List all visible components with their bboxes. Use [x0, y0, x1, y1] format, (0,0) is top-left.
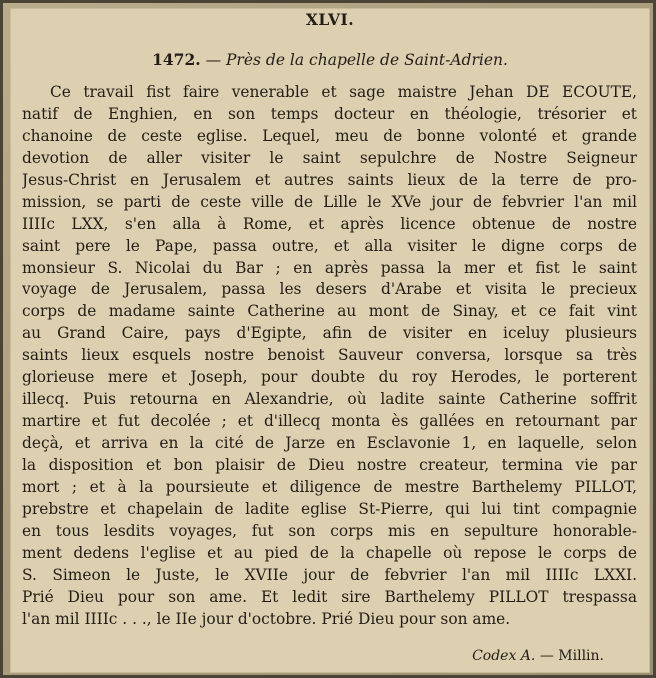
- heading-dash: —: [200, 51, 226, 69]
- text-line: ment dedens l'eglise et au pied de la chapelle où repose le corps de: [22, 543, 637, 562]
- heading-place: Près de la chapelle de Saint-Adrien.: [226, 51, 508, 69]
- text-line: IIIIc LXX, s'en alla à Rome, et après licence obtenue de nostre: [22, 214, 637, 233]
- text-line: glorieuse mere et Joseph, pour doubte du roy Herodes, le porterent: [22, 368, 637, 387]
- text-line: en tous lesdits voyages, fut son corps mis en sepulture honorable-: [22, 521, 637, 540]
- text-line: Ce travail fist faire venerable et sage maistre Jehan DE ECOUTE,: [50, 83, 637, 101]
- text-line: natif de Enghien, en son temps docteur en théologie, trésorier et: [22, 104, 637, 123]
- text-line: saints lieux esquels nostre benoist Sauveur conversa, lorsque sa très: [22, 346, 637, 365]
- text-line: l'an mil IIIIc . . ., le IIe jour d'octobre. Prié Dieu pour son ame.: [22, 609, 511, 628]
- text-line: devotion de aller visiter le saint sepulchre de Nostre Seigneur: [22, 148, 637, 167]
- entry-number: XLVI.: [305, 10, 355, 29]
- source-author: — Millin.: [535, 648, 604, 664]
- text-line: illecq. Puis retourna en Alexandrie, où ladite sainte Catherine soffrit: [22, 390, 637, 409]
- text-line: prebstre et chapelain de ladite eglise St-Pierre, qui lui tint compagnie: [22, 499, 637, 518]
- text-line: saint pere le Pape, passa outre, et alla visiter le digne corps de: [22, 236, 637, 255]
- text-line: monsieur S. Nicolai du Bar ; en après passa la mer et fist le saint: [22, 258, 637, 277]
- text-line: corps de madame sainte Catherine au mont de Sinay, et ce fait vint: [22, 302, 637, 321]
- text-line: deçà, et arriva en la cité de Jarze en Esclavonie 1, en laquelle, selon: [22, 434, 637, 452]
- heading-year: 1472.: [152, 50, 201, 69]
- text-line: Jesus-Christ en Jerusalem et autres saints lieux de la terre de pro-: [22, 170, 637, 189]
- text-line: Prié Dieu pour son ame. Et ledit sire Barthelemy PILLOT trespassa: [22, 587, 637, 606]
- text-line: S. Simeon le Juste, le XVIIe jour de febvrier l'an mil IIIIc LXXI.: [22, 565, 637, 584]
- text-line: mission, se parti de ceste ville de Lille le XVe jour de febvrier l'an mil: [22, 192, 637, 211]
- text-line: chanoine de ceste eglise. Lequel, meu de bonne volonté et grande: [22, 126, 637, 145]
- source-codex: Codex A.: [472, 648, 536, 664]
- document-page: [10, 8, 650, 673]
- text-line: voyage de Jerusalem, passa les desers d'Arabe et visita le precieux: [22, 280, 637, 299]
- text-line: martire et fut decolée ; et d'illecq monta ès gallées en retournant par: [22, 412, 637, 431]
- text-line: au Grand Caire, pays d'Egipte, afin de visiter en iceluy plusieurs: [22, 324, 637, 343]
- text-line: mort ; et à la poursieute et diligence de mestre Barthelemy PILLOT,: [22, 477, 637, 496]
- entry-heading: [10, 49, 650, 71]
- source-citation: [472, 645, 604, 667]
- text-line: la disposition et bon plaisir de Dieu nostre createur, termina vie par: [22, 455, 637, 474]
- inscription-text: [22, 82, 637, 630]
